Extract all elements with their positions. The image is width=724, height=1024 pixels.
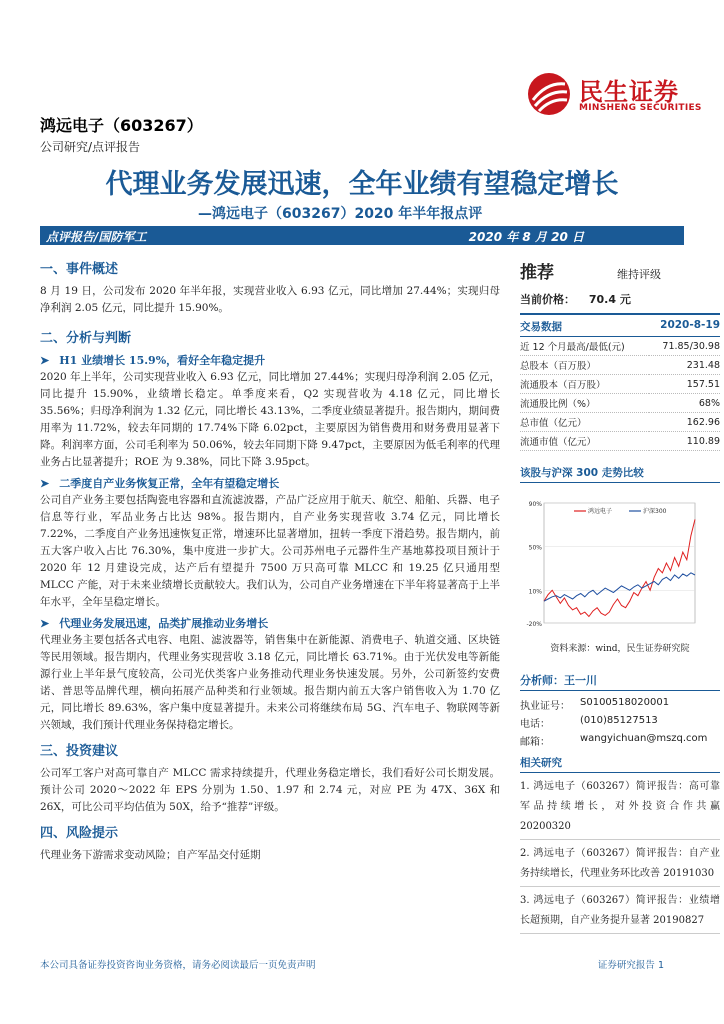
chart-title: 该股与沪深 300 走势比较 (520, 465, 720, 483)
logo (527, 72, 707, 118)
subsection-heading (40, 615, 500, 631)
trade-date: 2020-8-19 (660, 319, 720, 331)
trade-key: 总股本（百万股） (520, 356, 649, 375)
legend-label: 沪深300 (643, 508, 667, 515)
category-bar (40, 226, 684, 245)
table-row (520, 356, 720, 375)
price-value: 70.4 元 (588, 293, 631, 306)
paragraph: 公司自产业务主要包括陶瓷电容器和直流滤波器，产品广泛应用于航天、航空、船舶、兵器、电子信息等行业，军品业务占比达 98%。报告期内，自产业务实现营收 3.74 亿元，同比增长 7.22%，二季度自产业务迅速恢复正常，增速环比显著增加，扭转一季度下滑趋势。报告期内，前五大客户收入占比 76.30%，集中度进一步扩大。公司苏州电子元器件生产基地募投项目预计于 2020 年 12 月建设完成，达产后有望提升 7500 万只高可靠 MLCC 和 19.25 亿只通用型 MLCC 产能，对于未来业绩增长贡献较大。我们认为，公司自产业务增速在下半年将显著高于上半年水平，全年呈稳定增长。 (40, 494, 500, 608)
trade-value: 110.89 (649, 432, 720, 451)
subsection-heading (40, 352, 500, 368)
table-row (520, 337, 720, 356)
section-heading: 三、投资建议 (40, 744, 119, 759)
trade-value: 68% (649, 394, 720, 413)
analyst-title: 分析师：王一川 (520, 672, 720, 691)
rating-label: 维持评级 (617, 268, 661, 281)
trade-title: 交易数据 (520, 321, 562, 333)
category-label: 点评报告/国防军工 (46, 230, 147, 244)
subsection-title: H1 业绩增长 15.9%，看好全年稳定提升 (59, 354, 266, 367)
trade-value: 162.96 (649, 413, 720, 432)
contact-row (520, 697, 720, 712)
paragraph: 代理业务下游需求变动风险；自产军品交付延期 (40, 849, 261, 861)
contact-key: 执业证号： (520, 701, 570, 712)
trade-key: 流通股本（百万股） (520, 375, 649, 394)
footer (40, 957, 684, 971)
contact-value: wangyichuan@mszq.com (580, 733, 708, 744)
related-item: 3. 鸿远电子（603267）简评报告：业绩增长超预期，自产业务提升显著 20190827 (520, 891, 720, 934)
contact-row (520, 715, 720, 730)
logo-mark-icon (527, 72, 571, 116)
related-title: 相关研究 (520, 755, 720, 773)
trade-key: 流通市值（亿元） (520, 432, 649, 451)
subsection-heading (40, 475, 500, 491)
trade-header (520, 315, 720, 337)
trade-table (520, 337, 720, 451)
subsection-title: 代理业务发展迅速，品类扩展推动业务增长 (59, 617, 269, 630)
contact-row (520, 733, 720, 748)
main-content (40, 258, 500, 868)
subsection-title: 二季度自产业务恢复正常，全年有望稳定增长 (59, 477, 280, 490)
report-date: 2020 年 8 月 20 日 (468, 230, 584, 244)
table-row (520, 375, 720, 394)
price-chart (520, 485, 700, 635)
plot-frame (544, 503, 695, 623)
y-tick-label: 50% (528, 544, 542, 552)
paragraph: 2020 年上半年，公司实现营业收入 6.93 亿元，同比增加 27.44%；实现归母净利润 2.05 亿元，同比提升 15.90%，业绩增长稳定。单季度来看，Q2 实现营收为 4.18 亿元，同比增长 35.56%；归母净利润为 1.32 亿元，同比增长 43.13%，二季度业绩显著提升。报告期内，期间费用率为 11.72%，较去年同期的 17.74%下降 6.02pct，主要原因为销售费用和财务费用显著下降。利润率方面，公司毛利率为 50.06%，较去年同期下降 9.47pct，主要原因为低毛利率的代理业务占比显著提升；ROE 为 9.38%，同比下降 3.95pct。 (40, 371, 500, 468)
related-list (520, 777, 720, 934)
series-line-1 (544, 573, 695, 601)
trade-value: 71.85/30.98 (649, 337, 720, 356)
legend-label: 鸿远电子 (588, 508, 613, 515)
paragraph: 公司军工客户对高可靠自产 MLCC 需求持续提升，代理业务稳定增长，我们看好公司长期发展。预计公司 2020～2022 年 EPS 分别为 1.50、1.97 和 2.74 元，对应 PE 为 47X、36X 和 26X，可比公司平均估值为 50X，给予“推荐”评级。 (40, 767, 500, 813)
contact-value: (010)85127513 (580, 715, 658, 726)
related-item: 2. 鸿远电子（603267）简评报告：自产业务持续增长，代理业务环比改善 20191030 (520, 844, 720, 887)
arrow-icon: ➤ (40, 477, 50, 490)
related-item: 1. 鸿远电子（603267）简评报告：高可靠军品持续增长，对外投资合作共赢 20200320 (520, 777, 720, 840)
arrow-icon: ➤ (40, 617, 50, 630)
y-tick-label: -20% (526, 621, 542, 628)
chart-source: 资料来源：wind，民生证券研究院 (550, 644, 690, 654)
logo-en-text: MINSHENG SECURITIES (579, 103, 702, 113)
section-heading: 四、风险提示 (40, 826, 119, 841)
table-row (520, 432, 720, 451)
trade-value: 157.51 (649, 375, 720, 394)
arrow-icon: ➤ (40, 354, 50, 367)
page-title: 代理业务发展迅速，全年业绩有望稳定增长 (105, 169, 619, 200)
page-subtitle: —鸿远电子（603267）2020 年半年报点评 (198, 206, 483, 222)
sidebar (520, 258, 720, 934)
contact-value: S0100518020001 (580, 697, 670, 708)
logo-text: 民生证券 (579, 78, 679, 106)
footer-disclaimer: 本公司具备证券投资咨询业务资格，请务必阅读最后一页免责声明 (40, 960, 316, 971)
trade-value: 231.48 (649, 356, 720, 375)
table-row (520, 413, 720, 432)
y-tick-label: 90% (528, 501, 542, 508)
company-name: 鸿远电子（603267） (40, 116, 203, 135)
section-heading: 一、事件概述 (40, 262, 119, 277)
recommend-label: 推荐 (520, 263, 554, 283)
paragraph: 8 月 19 日，公司发布 2020 年半年报，实现营业收入 6.93 亿元，同比增加 27.44%；实现归母净利润 2.05 亿元，同比提升 15.90%。 (40, 285, 500, 314)
price-row (520, 291, 720, 307)
section-heading: 二、分析与判断 (40, 331, 132, 346)
y-tick-label: 10% (528, 588, 542, 596)
contact-key: 邮箱： (520, 737, 550, 748)
contact-key: 电话： (520, 719, 550, 730)
table-row (520, 394, 720, 413)
trade-key: 总市值（亿元） (520, 413, 649, 432)
trade-key: 近 12 个月最高/最低(元) (520, 337, 649, 356)
series-line-0 (544, 519, 695, 616)
footer-page: 证券研究报告 1 (597, 960, 664, 971)
trade-key: 流通股比例（%） (520, 394, 649, 413)
report-type: 公司研究/点评报告 (40, 140, 141, 154)
paragraph: 代理业务主要包括各式电容、电阻、滤波器等，销售集中在新能源、消费电子、轨道交通、区块链等民用领域。报告期内，代理业务实现营收 3.18 亿元，同比增长 63.71%。由于光伏发电等新能源行业上半年景气度较高，公司光伏类客户业务推动代理业务快速发展。另外，公司新签约安费诺、普思等品牌代理，横向拓展产品种类和行业领域。报告期内前五大客户销售收入为 1.70 亿元，同比增长 89.63%，客户集中度显著提升。未来公司将继续布局 5G、汽车电子、物联网等新兴领域，我们预计代理业务保持稳定增长。 (40, 634, 500, 731)
contact-list (520, 697, 720, 748)
price-label: 当前价格： (520, 293, 575, 306)
